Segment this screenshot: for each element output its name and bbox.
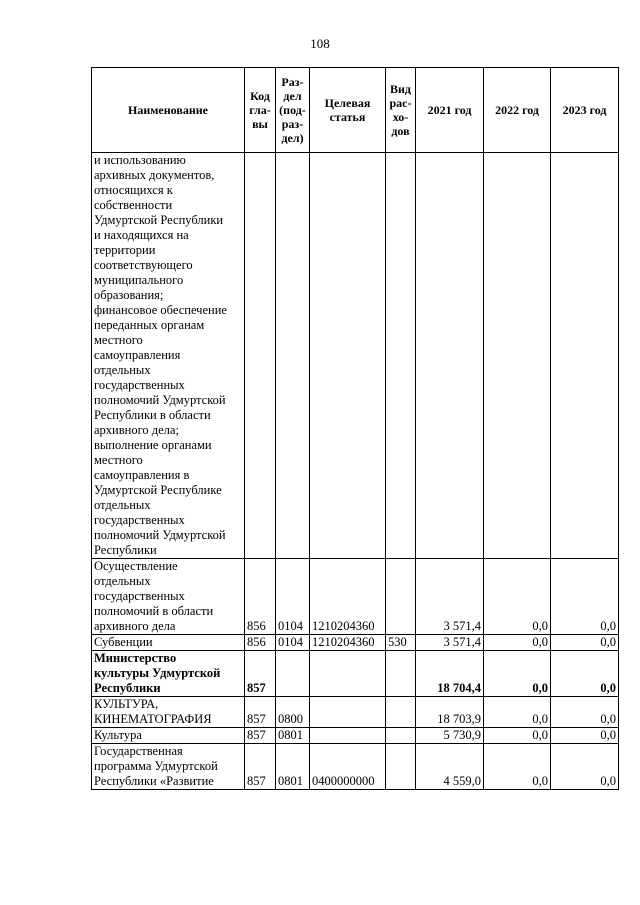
row-2023: 0,0: [551, 697, 619, 728]
budget-table: [91, 67, 619, 790]
row-target: [310, 728, 386, 744]
table-row: [92, 744, 619, 790]
row-section: [276, 651, 310, 697]
row-2021: [416, 153, 484, 559]
row-2022: 0,0: [484, 744, 551, 790]
row-name: КУЛЬТУРА, КИНЕМАТОГРАФИЯ: [92, 697, 245, 728]
header-chapter-code: Код гла- вы: [245, 68, 276, 153]
row-chapter: 857: [245, 744, 276, 790]
row-2023: 0,0: [551, 744, 619, 790]
row-name: Государственная программа Удмуртской Республики «Развитие: [92, 744, 245, 790]
header-2023: 2023 год: [551, 68, 619, 153]
row-type: [386, 697, 416, 728]
row-2021: 3 571,4: [416, 635, 484, 651]
row-chapter: 857: [245, 697, 276, 728]
row-2023: [551, 153, 619, 559]
row-name: и использованию архивных документов, относящихся к собственности Удмуртской Республики и находящихся на территории соответствующего муниципального образования; финансовое обеспечение переданных органам местного самоуправления отдельных государственных полномочий Удмуртской Республики в области архивного дела; выполнение органами местного самоуправления в Удмуртской Республике отдельных государственных полномочий Удмуртской Республики: [92, 153, 245, 559]
row-chapter: 857: [245, 728, 276, 744]
row-target: [310, 651, 386, 697]
table-row: [92, 559, 619, 635]
table-row: [92, 728, 619, 744]
row-2023: 0,0: [551, 559, 619, 635]
row-section: 0104: [276, 635, 310, 651]
header-expense-type: Вид рас- хо- дов: [386, 68, 416, 153]
row-2021: 5 730,9: [416, 728, 484, 744]
row-2021: 18 704,4: [416, 651, 484, 697]
row-section: 0104: [276, 559, 310, 635]
header-row: [92, 68, 619, 153]
row-2022: 0,0: [484, 697, 551, 728]
row-chapter: 856: [245, 559, 276, 635]
row-2021: 4 559,0: [416, 744, 484, 790]
row-type: [386, 153, 416, 559]
header-section: Раз- дел (под- раз- дел): [276, 68, 310, 153]
table-row: [92, 635, 619, 651]
row-chapter: 857: [245, 651, 276, 697]
row-type: [386, 744, 416, 790]
table-row: [92, 153, 619, 559]
header-2022: 2022 год: [484, 68, 551, 153]
row-2022: 0,0: [484, 635, 551, 651]
row-section: 0800: [276, 697, 310, 728]
header-2021: 2021 год: [416, 68, 484, 153]
row-2023: 0,0: [551, 635, 619, 651]
row-name: Субвенции: [92, 635, 245, 651]
row-2022: 0,0: [484, 651, 551, 697]
header-name: Наименование: [92, 68, 245, 153]
row-name: Осуществление отдельных государственных полномочий в области архивного дела: [92, 559, 245, 635]
row-chapter: [245, 153, 276, 559]
row-section: 0801: [276, 728, 310, 744]
row-section: [276, 153, 310, 559]
row-name: Министерство культуры Удмуртской Республики: [92, 651, 245, 697]
row-type: [386, 559, 416, 635]
row-2023: 0,0: [551, 651, 619, 697]
row-type: [386, 728, 416, 744]
row-section: 0801: [276, 744, 310, 790]
row-type: [386, 651, 416, 697]
row-2022: 0,0: [484, 728, 551, 744]
row-target: 0400000000: [310, 744, 386, 790]
table-row: [92, 651, 619, 697]
row-name: Культура: [92, 728, 245, 744]
row-type: 530: [386, 635, 416, 651]
row-2022: 0,0: [484, 559, 551, 635]
row-target: 1210204360: [310, 559, 386, 635]
page-number: 108: [310, 36, 330, 51]
header-target-article: Целевая статья: [310, 68, 386, 153]
row-2022: [484, 153, 551, 559]
row-2021: 3 571,4: [416, 559, 484, 635]
table-row: [92, 697, 619, 728]
row-chapter: 856: [245, 635, 276, 651]
row-target: [310, 153, 386, 559]
row-target: [310, 697, 386, 728]
row-target: 1210204360: [310, 635, 386, 651]
row-2023: 0,0: [551, 728, 619, 744]
row-2021: 18 703,9: [416, 697, 484, 728]
